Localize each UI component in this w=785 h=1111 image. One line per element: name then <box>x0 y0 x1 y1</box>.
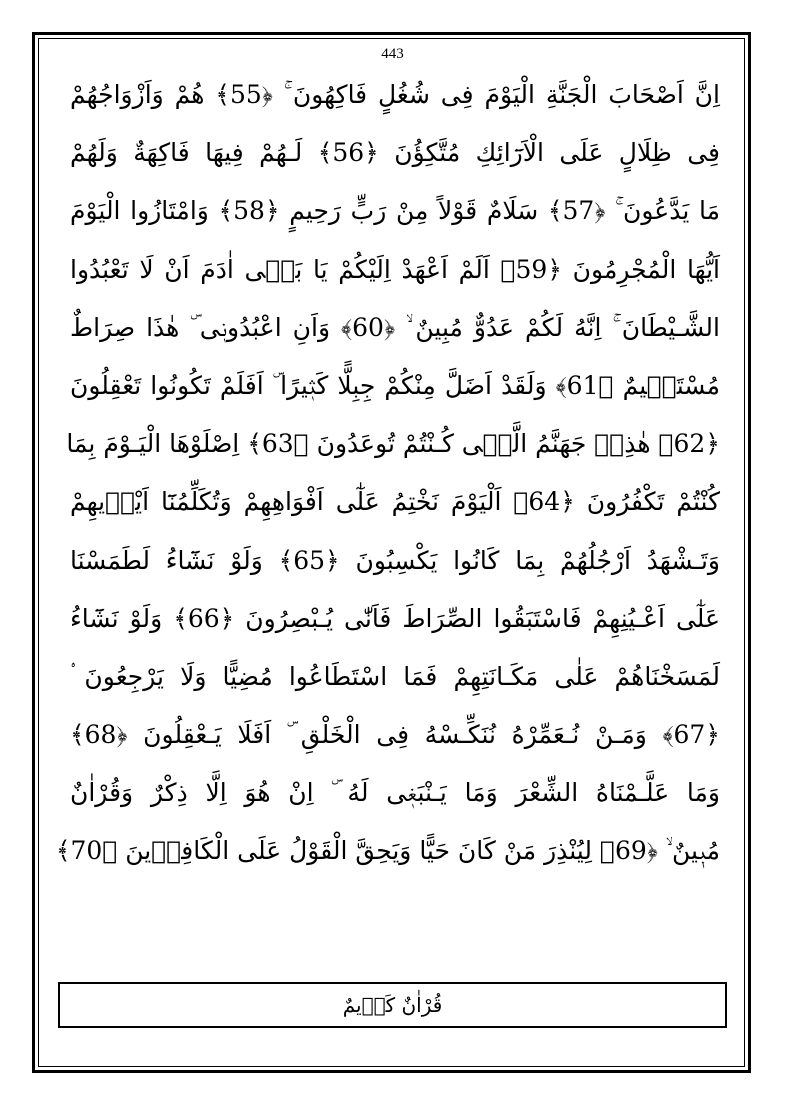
text-line: مُسْتَقٖيمٌ ﴿61﴾ وَلَقَدْ اَضَلَّ مِنْكُمْ جِبِلًّا كَثٖيرًا ۜ اَفَلَمْ تَكُونُوا تَعْقِلُونَ <box>70 370 720 400</box>
text-line: اِنَّ اَصْحَابَ الْجَنَّةِ الْيَوْمَ فِى شُغُلٍ فَاكِهُونَ ۚ ﴿55﴾ هُمْ وَاَزْوَاجُهُمْ <box>70 80 720 109</box>
footer-title-box: قُرْاٰنٌ كَرٖيمٌ <box>58 982 727 1028</box>
text-line: عَلٰٓى اَعْـيُنِهِمْ فَاسْتَبَقُوا الصِّرَاطَ فَاَنّٰى يُـبْصِرُونَ ﴿66﴾ وَلَوْ نَشَٓاءُ <box>70 603 720 633</box>
page-number: 443 <box>381 46 404 62</box>
text-line: مُبٖينٌ ۙ ﴿69﴾ لِيُنْذِرَ مَنْ كَانَ حَيًّا وَيَحِقَّ الْقَوْلُ عَلَى الْكَافِرٖينَ ﴿70﴾ <box>55 836 720 866</box>
quran-text-block <box>55 66 720 881</box>
text-line: الشَّـيْطَانَ ۚ اِنَّهُ لَكُمْ عَدُوٌّ مُبِينٌ ۙ ﴿60﴾ وَاَنِ اعْبُدُونٖى ۜ هٰذَا صِرَاطٌ <box>70 312 720 342</box>
text-line: كُنْتُمْ تَكْفُرُونَ ﴿64﴾ اَلْيَوْمَ نَخْتِمُ عَلٰٓى اَفْوَاهِهِمْ وَتُكَلِّمُنَٓا اَيْدٖيهِمْ <box>70 487 720 517</box>
text-line: وَتَـشْهَدُ اَرْجُلُهُمْ بِمَا كَانُوا يَكْسِبُونَ ﴿65﴾ وَلَوْ نَشَٓاءُ لَطَمَسْنَا <box>70 545 720 575</box>
text-line: لَمَسَخْنَاهُمْ عَلٰى مَكَـانَتِهِمْ فَمَا اسْتَطَاعُوا مُضِيًّا وَلَا يَرْجِعُونَ ۟ <box>70 661 720 691</box>
text-line: ﴿67﴾ وَمَـنْ نُـعَمِّرْهُ نُنَكِّـسْهُ فِى الْخَلْقِ ۜ اَفَلَا يَـعْقِلُونَ ﴿68﴾ <box>70 720 720 750</box>
text-line: ﴿62﴾ هٰذِهٖ جَهَنَّمُ الَّتٖى كُـنْتُمْ تُوعَدُونَ ﴿63﴾ اِصْلَوْهَا الْيَـوْمَ بِمَا <box>66 429 720 459</box>
text-line: فِى ظِلَالٍ عَلَى الْاَرَٓائِكِ مُتَّكِؤُنَ ﴿56﴾ لَـهُمْ فِيهَا فَاكِهَةٌ وَلَهُمْ <box>70 138 720 168</box>
text-line: مَا يَدَّعُونَ ۚ ﴿57﴾ سَلَامٌ قَوْلاً مِنْ رَبٍّ رَحِيمٍ ﴿58﴾ وَامْتَازُوا الْيَوْمَ <box>70 196 720 226</box>
text-line: اَيُّهَا الْمُجْرِمُونَ ﴿59﴾ اَلَمْ اَعْهَدْ اِلَيْكُمْ يَا بَنٖى اٰدَمَ اَنْ لَا تَعْبُدُوا <box>70 254 720 284</box>
text-line: وَمَا عَلَّـمْنَاهُ الشِّعْرَ وَمَا يَـنْبَغٖى لَهُ ۜ اِنْ هُوَ اِلَّا ذِكْرٌ وَقُرْاٰنٌ <box>70 778 720 808</box>
